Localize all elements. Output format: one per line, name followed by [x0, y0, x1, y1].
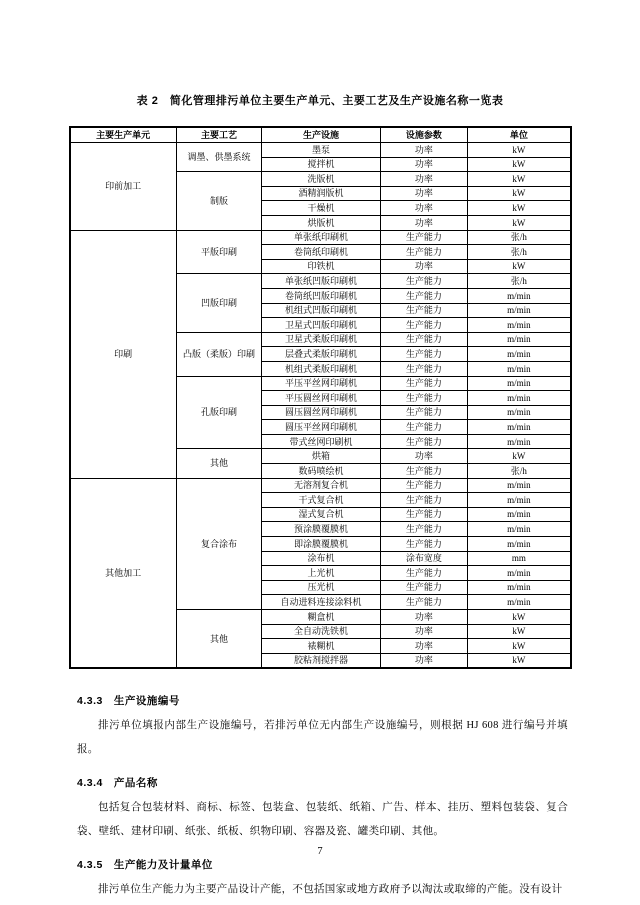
- facility-cell: 单张纸凹版印刷机: [262, 274, 380, 289]
- parameter-cell: 功率: [380, 157, 468, 172]
- unit-of-measure-cell: m/min: [468, 405, 571, 420]
- table-row: [70, 478, 571, 493]
- parameter-cell: 功率: [380, 653, 468, 668]
- unit-of-measure-cell: 张/h: [468, 230, 571, 245]
- parameter-cell: 生产能力: [380, 420, 468, 435]
- process-cell: 凹版印刷: [176, 274, 262, 332]
- parameter-cell: 生产能力: [380, 478, 468, 493]
- parameter-cell: 生产能力: [380, 361, 468, 376]
- parameter-cell: 功率: [380, 639, 468, 654]
- facility-cell: 墨泵: [262, 143, 380, 158]
- facility-cell: 湿式复合机: [262, 507, 380, 522]
- facility-cell: 带式丝网印刷机: [262, 434, 380, 449]
- parameter-cell: 功率: [380, 610, 468, 625]
- facility-cell: 搅拌机: [262, 157, 380, 172]
- parameter-cell: 功率: [380, 143, 468, 158]
- parameter-cell: 生产能力: [380, 332, 468, 347]
- parameter-cell: 功率: [380, 449, 468, 464]
- header-unit: 单位: [468, 127, 571, 143]
- parameter-cell: 生产能力: [380, 274, 468, 289]
- parameter-cell: 生产能力: [380, 230, 468, 245]
- unit-of-measure-cell: m/min: [468, 318, 571, 333]
- facility-cell: 裱糊机: [262, 639, 380, 654]
- unit-of-measure-cell: kW: [468, 624, 571, 639]
- unit-of-measure-cell: m/min: [468, 391, 571, 406]
- facility-cell: 卫星式凹版印刷机: [262, 318, 380, 333]
- facility-cell: 胶粘剂搅拌器: [262, 653, 380, 668]
- unit-of-measure-cell: m/min: [468, 595, 571, 610]
- unit-of-measure-cell: 张/h: [468, 274, 571, 289]
- unit-of-measure-cell: m/min: [468, 420, 571, 435]
- parameter-cell: 生产能力: [380, 566, 468, 581]
- facility-cell: 自动进料连接涂料机: [262, 595, 380, 610]
- unit-of-measure-cell: kW: [468, 449, 571, 464]
- unit-of-measure-cell: m/min: [468, 580, 571, 595]
- facility-cell: 压光机: [262, 580, 380, 595]
- unit-of-measure-cell: kW: [468, 172, 571, 187]
- table-row: [70, 230, 571, 245]
- parameter-cell: 功率: [380, 259, 468, 274]
- header-production-facility: 生产设施: [262, 127, 380, 143]
- process-cell: 复合涂布: [176, 478, 262, 609]
- facility-cell: 卫星式柔版印刷机: [262, 332, 380, 347]
- parameter-cell: 功率: [380, 172, 468, 187]
- unit-of-measure-cell: kW: [468, 157, 571, 172]
- parameter-cell: 生产能力: [380, 303, 468, 318]
- unit-of-measure-cell: mm: [468, 551, 571, 566]
- header-main-production-unit: 主要生产单元: [70, 127, 177, 143]
- facility-cell: 烘箱: [262, 449, 380, 464]
- unit-of-measure-cell: m/min: [468, 537, 571, 552]
- facility-cell: 即涂膜覆膜机: [262, 537, 380, 552]
- table-row: [70, 143, 571, 158]
- unit-of-measure-cell: kW: [468, 653, 571, 668]
- facility-cell: 圆压平丝网印刷机: [262, 420, 380, 435]
- parameter-cell: 生产能力: [380, 522, 468, 537]
- parameter-cell: 功率: [380, 186, 468, 201]
- section-paragraph-4-3-5: 排污单位生产能力为主要产品设计产能，不包括国家或地方政府予以淘汰或取缔的产能。没有设计: [98, 884, 563, 896]
- parameter-cell: 功率: [380, 215, 468, 230]
- parameter-cell: 涂布宽度: [380, 551, 468, 566]
- unit-of-measure-cell: m/min: [468, 478, 571, 493]
- unit-of-measure-cell: m/min: [468, 566, 571, 581]
- parameter-cell: 生产能力: [380, 245, 468, 260]
- unit-of-measure-cell: m/min: [468, 361, 571, 376]
- unit-of-measure-cell: m/min: [468, 493, 571, 508]
- section-paragraph-4-3-3: 排污单位填报内部生产设施编号，若排污单位无内部生产设施编号，则根据 HJ 608 进行编号并填报。: [77, 720, 568, 756]
- parameter-cell: 生产能力: [380, 347, 468, 362]
- unit-of-measure-cell: kW: [468, 639, 571, 654]
- header-main-process: 主要工艺: [176, 127, 262, 143]
- parameter-cell: 功率: [380, 201, 468, 216]
- parameter-cell: 生产能力: [380, 376, 468, 391]
- unit-of-measure-cell: m/min: [468, 332, 571, 347]
- production-unit-cell: 印前加工: [70, 143, 177, 231]
- unit-of-measure-cell: kW: [468, 201, 571, 216]
- facility-cell: 平压圆丝网印刷机: [262, 391, 380, 406]
- unit-of-measure-cell: kW: [468, 259, 571, 274]
- process-cell: 平版印刷: [176, 230, 262, 274]
- unit-of-measure-cell: kW: [468, 186, 571, 201]
- parameter-cell: 生产能力: [380, 288, 468, 303]
- unit-of-measure-cell: kW: [468, 610, 571, 625]
- parameter-cell: 生产能力: [380, 595, 468, 610]
- unit-of-measure-cell: m/min: [468, 288, 571, 303]
- facility-cell: 干燥机: [262, 201, 380, 216]
- section-heading-4-3-4: 4.3.4 产品名称: [77, 777, 158, 790]
- page-number: 7: [317, 846, 323, 857]
- unit-of-measure-cell: m/min: [468, 434, 571, 449]
- facility-cell: 印铁机: [262, 259, 380, 274]
- unit-of-measure-cell: m/min: [468, 303, 571, 318]
- facility-cell: 烘版机: [262, 215, 380, 230]
- unit-of-measure-cell: 张/h: [468, 245, 571, 260]
- production-unit-cell: 印刷: [70, 230, 177, 478]
- facility-cell: 机组式凹版印刷机: [262, 303, 380, 318]
- parameter-cell: 生产能力: [380, 507, 468, 522]
- process-cell: 其他: [176, 610, 262, 669]
- parameter-cell: 生产能力: [380, 434, 468, 449]
- parameter-cell: 生产能力: [380, 405, 468, 420]
- parameter-cell: 功率: [380, 624, 468, 639]
- facility-cell: 单张纸印刷机: [262, 230, 380, 245]
- header-facility-parameter: 设施参数: [380, 127, 468, 143]
- process-cell: 孔版印刷: [176, 376, 262, 449]
- parameter-cell: 生产能力: [380, 580, 468, 595]
- unit-of-measure-cell: m/min: [468, 376, 571, 391]
- unit-of-measure-cell: kW: [468, 143, 571, 158]
- section-paragraph-4-3-4: 包括复合包装材料、商标、标签、包装盒、包装纸、纸箱、广告、样本、挂历、塑料包装袋、复合袋、壁纸、建材印刷、纸张、纸板、织物印刷、容器及瓷、罐类印刷、其他。: [77, 802, 568, 838]
- process-cell: 调墨、供墨系统: [176, 143, 262, 172]
- process-cell: 制版: [176, 172, 262, 230]
- facility-cell: 卷筒纸印刷机: [262, 245, 380, 260]
- document-body-text: [77, 693, 568, 902]
- process-cell: 凸版（柔版）印刷: [176, 332, 262, 376]
- facility-cell: 洗版机: [262, 172, 380, 187]
- process-cell: 其他: [176, 449, 262, 478]
- section-heading-4-3-3: 4.3.3 生产设施编号: [77, 695, 180, 708]
- parameter-cell: 生产能力: [380, 391, 468, 406]
- facility-cell: 上光机: [262, 566, 380, 581]
- parameter-cell: 生产能力: [380, 493, 468, 508]
- facility-cell: 全自动洗铁机: [262, 624, 380, 639]
- unit-of-measure-cell: kW: [468, 215, 571, 230]
- facility-cell: 机组式柔版印刷机: [262, 361, 380, 376]
- facility-cell: 卷筒纸凹版印刷机: [262, 288, 380, 303]
- unit-of-measure-cell: m/min: [468, 507, 571, 522]
- production-table: [69, 126, 572, 669]
- table-body: [70, 143, 571, 669]
- facility-cell: 预涂膜覆膜机: [262, 522, 380, 537]
- facility-cell: 数码喷绘机: [262, 464, 380, 479]
- table-title: 表 2 简化管理排污单位主要生产单元、主要工艺及生产设施名称一览表: [136, 95, 504, 107]
- facility-cell: 干式复合机: [262, 493, 380, 508]
- section-heading-4-3-5: 4.3.5 生产能力及计量单位: [77, 859, 213, 872]
- production-unit-cell: 其他加工: [70, 478, 177, 668]
- facility-cell: 圆压圆丝网印刷机: [262, 405, 380, 420]
- facility-cell: 层叠式柔版印刷机: [262, 347, 380, 362]
- facility-cell: 涂布机: [262, 551, 380, 566]
- facility-cell: 平压平丝网印刷机: [262, 376, 380, 391]
- parameter-cell: 生产能力: [380, 318, 468, 333]
- unit-of-measure-cell: m/min: [468, 347, 571, 362]
- parameter-cell: 生产能力: [380, 537, 468, 552]
- parameter-cell: 生产能力: [380, 464, 468, 479]
- unit-of-measure-cell: m/min: [468, 522, 571, 537]
- unit-of-measure-cell: 张/h: [468, 464, 571, 479]
- facility-cell: 无溶剂复合机: [262, 478, 380, 493]
- table-header-row: [70, 127, 571, 143]
- facility-cell: 酒精润版机: [262, 186, 380, 201]
- facility-cell: 糊盒机: [262, 610, 380, 625]
